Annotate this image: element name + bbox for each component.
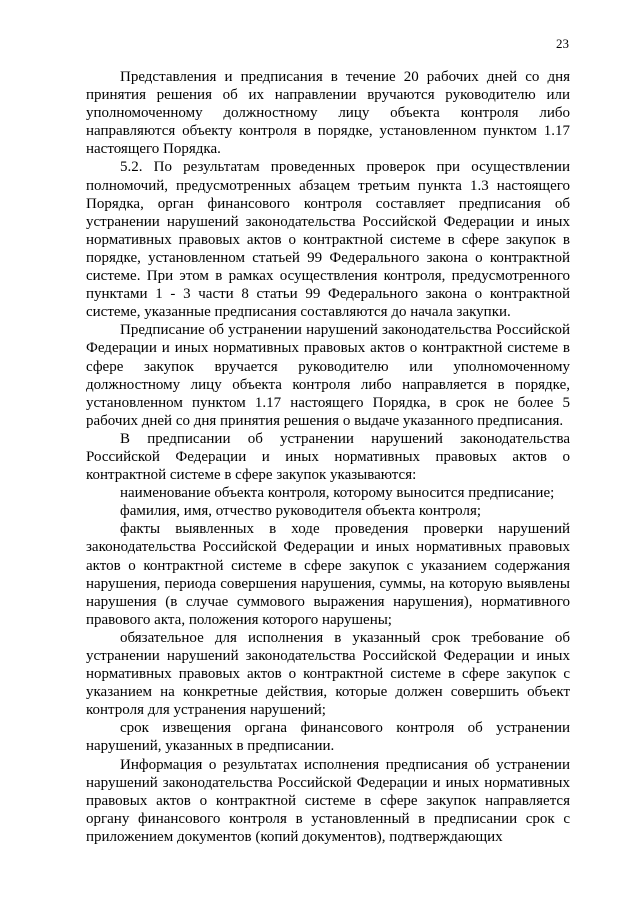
paragraph-10: Информация о результатах исполнения предписания об устранении нарушений законодательства Российской Федерации и иных нормативных правовых актов о контрактной системе в сфере закупок направляется органу финансового контроля в установленный в предписании срок с приложением документов (копий документов), подтверждающих [86, 756, 570, 845]
paragraph-9: срок извещения органа финансового контроля об устранении нарушений, указанных в предписании. [86, 720, 570, 755]
paragraph-5: наименование объекта контроля, которому выносится предписание; [120, 485, 555, 502]
document-body [86, 68, 570, 846]
page-number: 23 [556, 36, 569, 51]
paragraph-1: Представления и предписания в течение 20 рабочих дней со дня принятия решения об их направлении вручаются руководителю или уполномоченному должностному лицу объекта контроля либо направляются объекту контроля в порядке, установленном пунктом 1.17 настоящего Порядка. [86, 69, 570, 158]
paragraph-6: фамилия, имя, отчество руководителя объекта контроля; [120, 503, 482, 520]
paragraph-3: Предписание об устранении нарушений законодательства Российской Федерации и иных нормативных правовых актов о контрактной системе в сфере закупок вручается руководителю или уполномоченному должностному лицу объекта контроля либо направляется в порядке, установленном пунктом 1.17 настоящего Порядка, в срок не более 5 рабочих дней со дня принятия решения о выдаче указанного предписания. [86, 322, 570, 429]
paragraph-7: факты выявленных в ходе проведения проверки нарушений законодательства Российской Федерации и иных нормативных правовых актов о контрактной системе в сфере закупок с указанием содержания нарушения, периода совершения нарушения, суммы, на которую выявлены нарушения (в случае суммового выражения нарушения), нормативного правового акта, положения которого нарушены; [86, 521, 570, 628]
paragraph-2: 5.2. По результатам проведенных проверок при осуществлении полномочий, предусмотренных абзацем третьим пункта 1.3 настоящего Порядка, орган финансового контроля составляет предписания об устранении нарушений законодательства Российской Федерации и иных нормативных правовых актов о контрактной системе в сфере закупок в порядке, установленном статьей 99 Федерального закона о контрактной системе. При этом в рамках осуществления контроля, предусмотренного пунктами 1 - 3 части 8 статьи 99 Федерального закона о контрактной системе, указанные предписания составляются до начала закупки. [86, 159, 570, 321]
paragraph-8: обязательное для исполнения в указанный срок требование об устранении нарушений законодательства Российской Федерации и иных нормативных правовых актов о контрактной системе в сфере закупок с указанием на конкретные действия, которые должен совершить объект контроля для устранения нарушений; [86, 629, 570, 719]
paragraph-4: В предписании об устранении нарушений законодательства Российской Федерации и иных нормативных правовых актов о контрактной системе в сфере закупок указываются: [86, 430, 570, 484]
